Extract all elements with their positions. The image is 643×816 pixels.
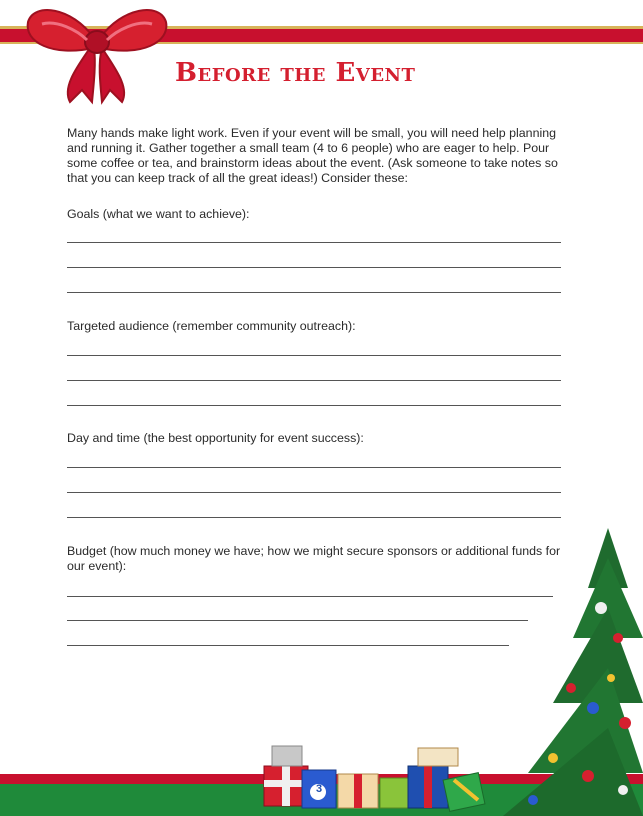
audience-line-2[interactable]: [67, 380, 561, 381]
gift-number: 3: [315, 783, 323, 795]
audience-line-3[interactable]: [67, 405, 561, 406]
goals-label: Goals (what we want to achieve):: [67, 207, 250, 221]
audience-line-1[interactable]: [67, 355, 561, 356]
goals-line-3[interactable]: [67, 292, 561, 293]
goals-line-1[interactable]: [67, 242, 561, 243]
goals-line-2[interactable]: [67, 267, 561, 268]
page-title: Before the Event: [175, 58, 416, 88]
budget-line-2[interactable]: [67, 620, 528, 621]
budget-line-1[interactable]: [67, 596, 553, 597]
budget-line-3[interactable]: [67, 645, 509, 646]
day-time-line-3[interactable]: [67, 517, 561, 518]
audience-label: Targeted audience (remember community outreach):: [67, 319, 356, 333]
budget-label: Budget (how much money we have; how we might secure sponsors or additional funds for our event):: [67, 544, 561, 573]
intro-paragraph: Many hands make light work. Even if your event will be small, you will need help planning and running it. Gather together a small team (4 to 6 people) who are eager to help. Pour some coffee or tea, and brainstorm ideas about the event. (Ask someone to take notes so that you can keep track of all the great ideas!) Consider these:: [67, 126, 558, 185]
gift-boxes-icon: [258, 740, 488, 816]
red-bow-icon: [22, 2, 172, 107]
day-time-label: Day and time (the best opportunity for event success):: [67, 431, 364, 445]
christmas-tree-icon: [493, 528, 643, 816]
day-time-line-1[interactable]: [67, 467, 561, 468]
day-time-line-2[interactable]: [67, 492, 561, 493]
